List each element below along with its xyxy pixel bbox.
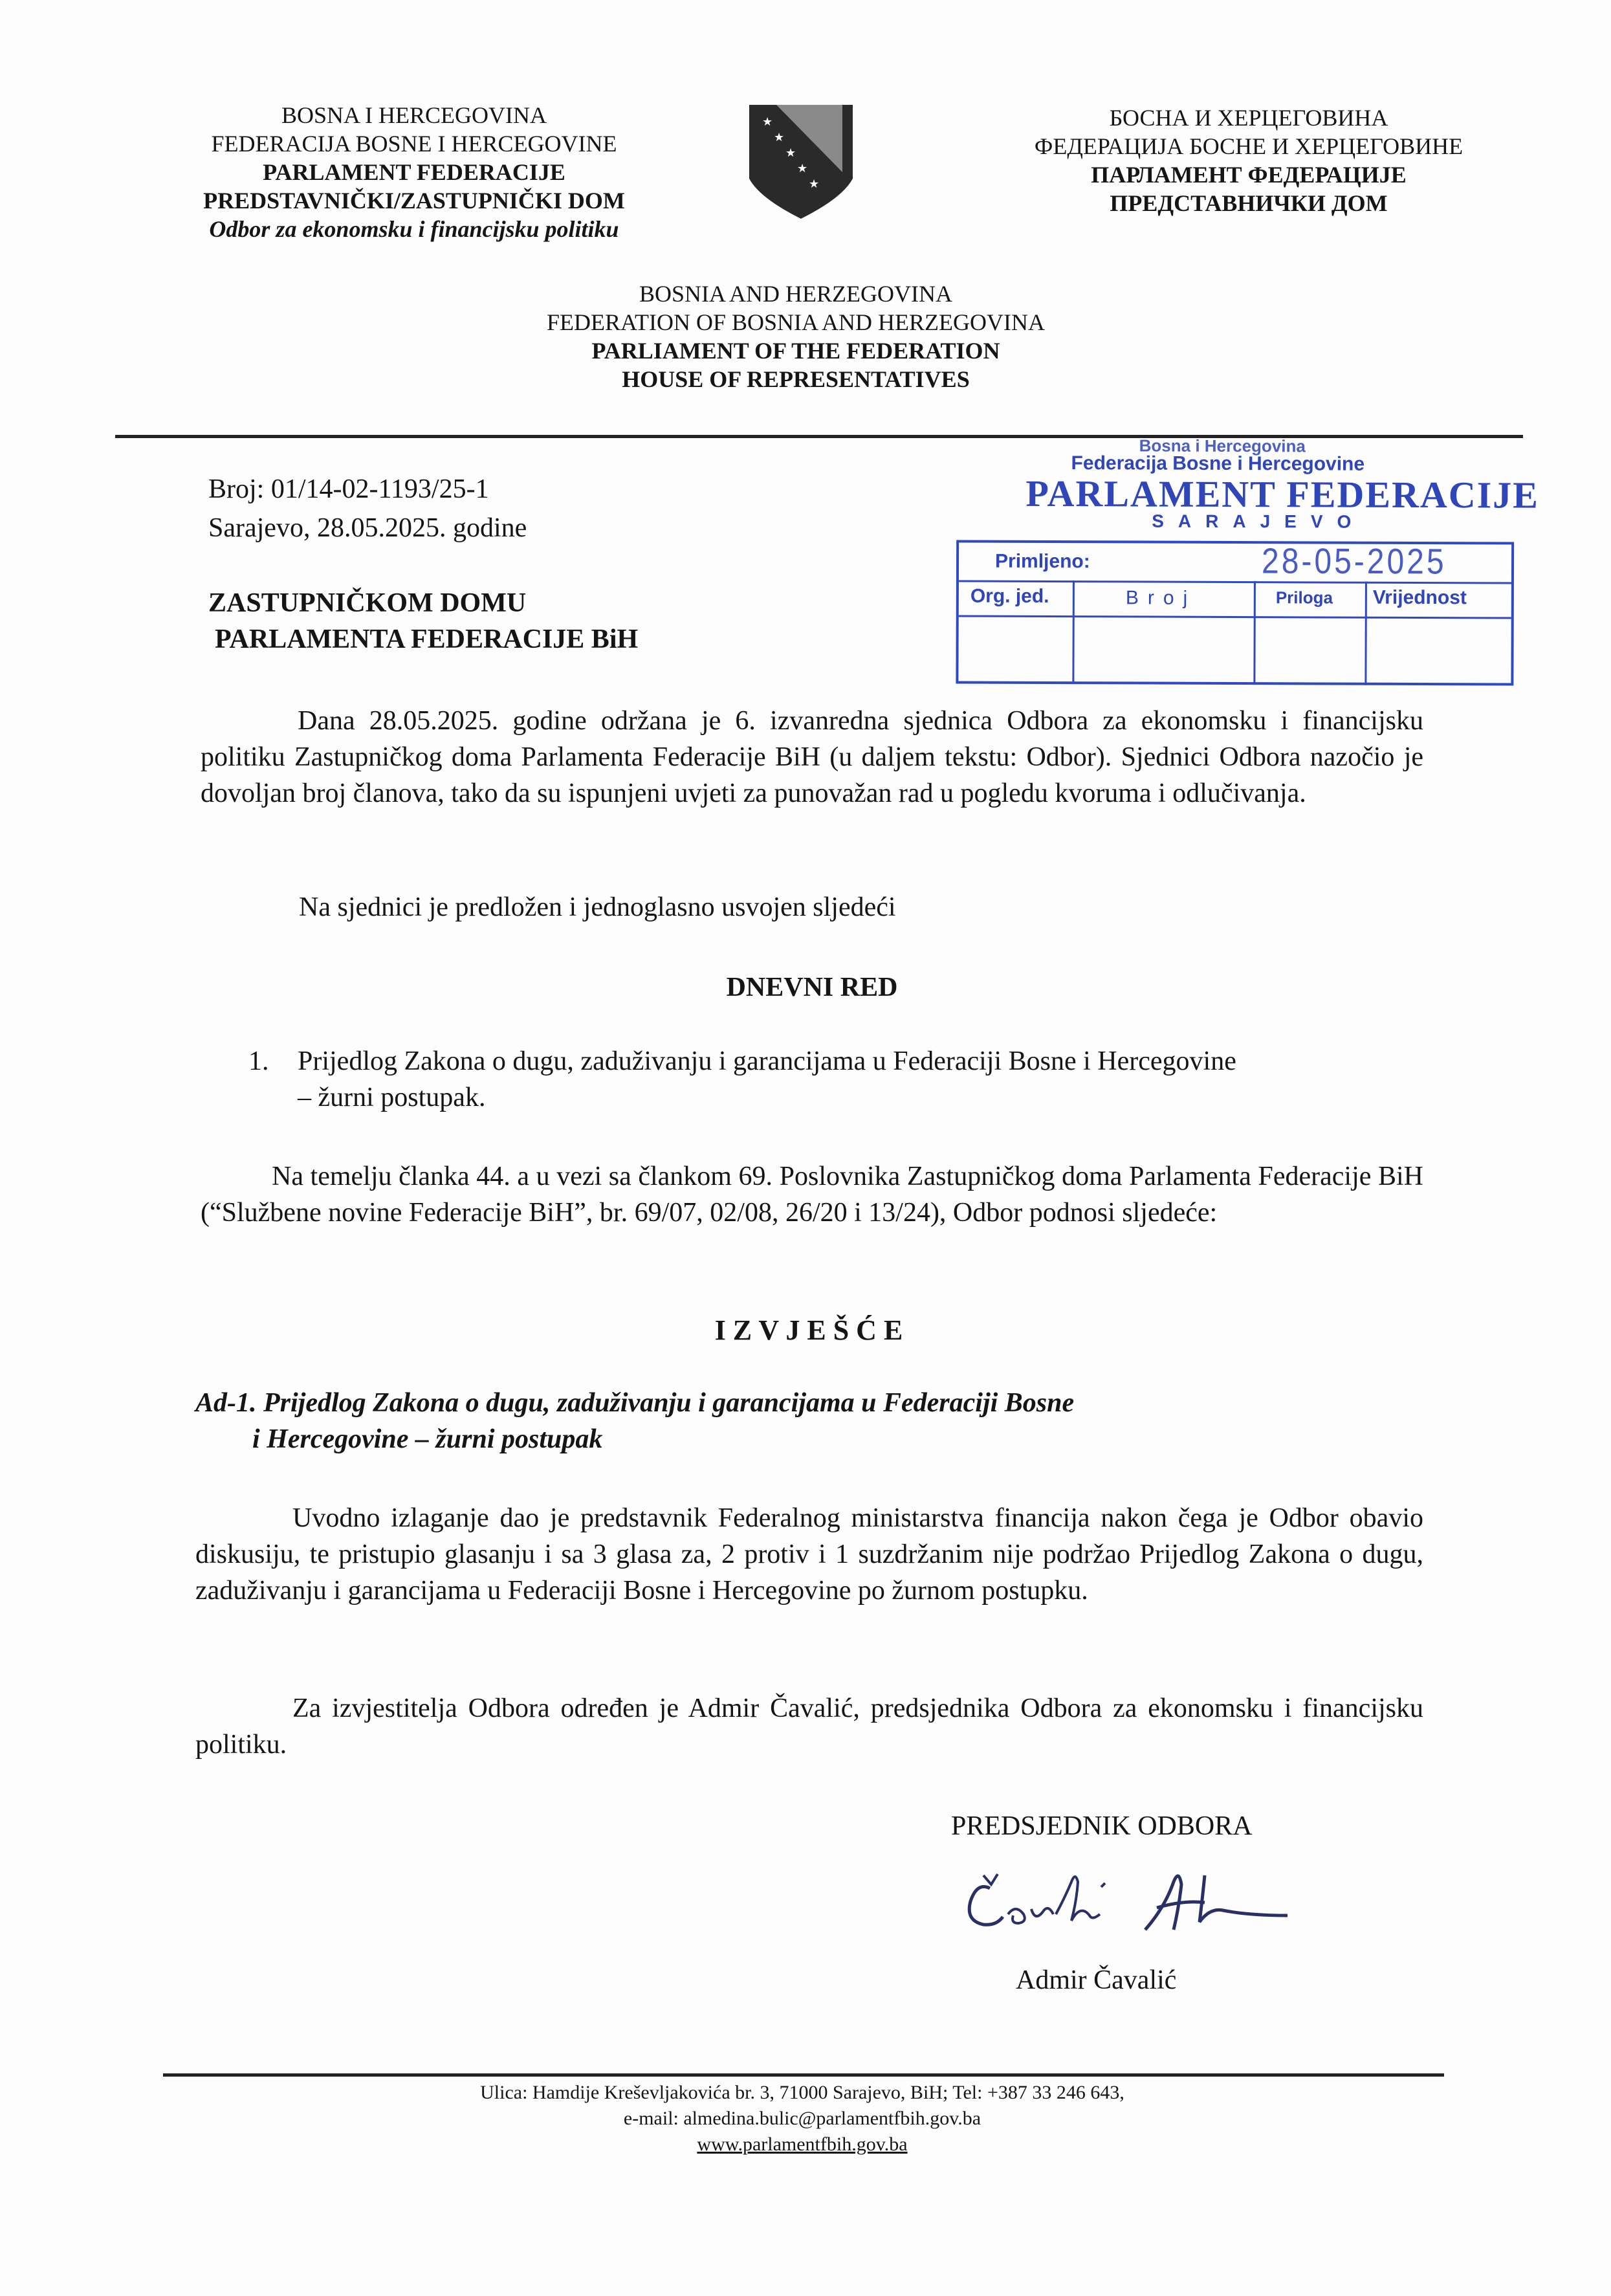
discussion-paragraph: Uvodno izlaganje dao je predstavnik Federalnog ministarstva financija nakon čega je Odbor obavio diskusiju, te pristupio glasanju i sa 3 glasa za, 2 protiv i 1 suzdržanim nije podržao Prijedlog Zakona o dugu, zaduživanju i garancijama u Federaciji Bosne i Hercegovine po žurnom postupku.: [195, 1503, 1423, 1606]
rapporteur-paragraph: Za izvjestitelja Odbora određen je Admir Čavalić, predsjednika Odbora za ekonomsku i financijsku politiku.: [195, 1694, 1423, 1760]
report-title: I Z V J E Š Ć E: [714, 1314, 903, 1346]
stamp-line2: Federacija Bosne i Hercegovine: [1071, 452, 1365, 475]
footer-website-link[interactable]: www.parlamentfbih.gov.ba: [697, 2134, 908, 2155]
header-right-line3: ПАРЛАМЕНТ ФЕДЕРАЦИЈЕ: [1091, 162, 1407, 188]
header-right-line4: ПРЕДСТАВНИЧКИ ДОМ: [1110, 190, 1388, 216]
addressee-line2: PARLAMENTA FEDERACIJE BiH: [215, 624, 639, 654]
reference-block: [208, 470, 527, 547]
svg-text:★: ★: [797, 162, 808, 175]
ad1-line2: i Hercegovine – žurni postupak: [252, 1424, 603, 1454]
stamp-line1: Bosna i Hercegovina: [1139, 436, 1306, 456]
agenda-intro: Na sjednici je predložen i jednoglasno usvojen sljedeći: [299, 892, 896, 922]
legal-basis-paragraph: Na temelju članka 44. a u vezi sa člankom 69. Poslovnika Zastupničkog doma Parlamenta Federacije BiH (“Službene novine Federacije BiH”, br. 69/07, 02/08, 26/20 i 13/24), Odbor podnosi sljedeće:: [201, 1162, 1423, 1228]
stamp-table: [956, 540, 1514, 686]
header-left: [129, 101, 699, 243]
header-left-line2: FEDERACIJA BOSNE I HERCEGOVINE: [211, 131, 617, 157]
place-date: Sarajevo, 28.05.2025. godine: [208, 513, 527, 543]
intro-paragraph: Dana 28.05.2025. godine održana je 6. izvanredna sjednica Odbora za ekonomsku i financijsku politiku Zastupničkog doma Parlamenta Federacije BiH (u daljem tekstu: Odbor). Sjednici Odbora nazočio je dovoljan broj članova, tako da su ispunjeni uvjeti za punovažan rad u pogledu kvoruma i odlučivanja.: [201, 706, 1423, 808]
stamp-received-label: Primljeno:: [994, 550, 1090, 573]
agenda-item-line2: – žurni postupak.: [298, 1083, 486, 1112]
signatory-name: Admir Čavalić: [1016, 1965, 1177, 1995]
svg-text:★: ★: [762, 115, 773, 128]
header-center-line1: BOSNIA AND HERZEGOVINA: [639, 281, 952, 307]
stamp-col-attachments: Priloga: [1275, 588, 1333, 608]
footer-divider: [163, 2073, 1444, 2077]
reception-stamp: [950, 435, 1540, 709]
coat-of-arms-icon: [745, 101, 857, 223]
header-left-line4: PREDSTAVNIČKI/ZASTUPNIČKI DOM: [203, 188, 625, 214]
agenda-item-number: 1.: [248, 1046, 269, 1076]
svg-text:★: ★: [774, 131, 785, 144]
header-center-line4: HOUSE OF REPRESENTATIVES: [622, 366, 970, 392]
agenda-item: [248, 1043, 269, 1079]
header-left-line1: BOSNA I HERCEGOVINA: [281, 102, 547, 128]
header-center-line2: FEDERATION OF BOSNIA AND HERZEGOVINA: [546, 309, 1045, 335]
header-right-line2: ФЕДЕРАЦИЈА БОСНЕ И ХЕРЦЕГОВИНЕ: [1034, 133, 1463, 159]
addressee-line1: ZASTUPNIČKOM DOMU: [208, 588, 527, 618]
stamp-line3: PARLAMENT FEDERACIJE: [1025, 472, 1540, 516]
agenda-item-text: [298, 1043, 1236, 1116]
addressee: [208, 585, 638, 657]
footer: [194, 2080, 1410, 2158]
stamp-received-date: 28-05-2025: [1261, 542, 1447, 582]
stamp-line4: SARAJEVO: [1152, 511, 1366, 532]
signature-title: PREDSJEDNIK ODBORA: [951, 1811, 1253, 1841]
header-left-line5: Odbor za ekonomsku i financijsku politiku: [209, 216, 619, 242]
document-number: Broj: 01/14-02-1193/25-1: [208, 474, 489, 504]
footer-email: e-mail: almedina.bulic@parlamentfbih.gov.ba: [623, 2108, 981, 2129]
stamp-col-number: Broj: [1125, 587, 1197, 609]
ad1-heading: [195, 1385, 1074, 1457]
svg-text:★: ★: [785, 146, 796, 159]
header-right: [970, 104, 1527, 217]
header-right-line1: БОСНА И ХЕРЦЕГОВИНА: [1109, 105, 1388, 131]
header-left-line3: PARLAMENT FEDERACIJE: [263, 159, 565, 185]
agenda-title: DNEVNI RED: [726, 973, 898, 1002]
agenda-item-line1: Prijedlog Zakona o dugu, zaduživanju i garancijama u Federaciji Bosne i Hercegovine: [298, 1046, 1236, 1076]
stamp-col-org: Org. jed.: [970, 585, 1049, 608]
header-center-line3: PARLIAMENT OF THE FEDERATION: [591, 338, 1000, 364]
footer-address: Ulica: Hamdije Kreševljakovića br. 3, 71000 Sarajevo, BiH; Tel: +387 33 246 643,: [480, 2082, 1124, 2103]
stamp-col-value: Vrijednost: [1372, 586, 1467, 609]
svg-text:★: ★: [809, 177, 820, 190]
header-center: [453, 280, 1139, 393]
ad1-line1: Ad-1. Prijedlog Zakona o dugu, zaduživanju i garancijama u Federaciji Bosne: [195, 1388, 1075, 1418]
handwritten-signature: [951, 1862, 1326, 1966]
